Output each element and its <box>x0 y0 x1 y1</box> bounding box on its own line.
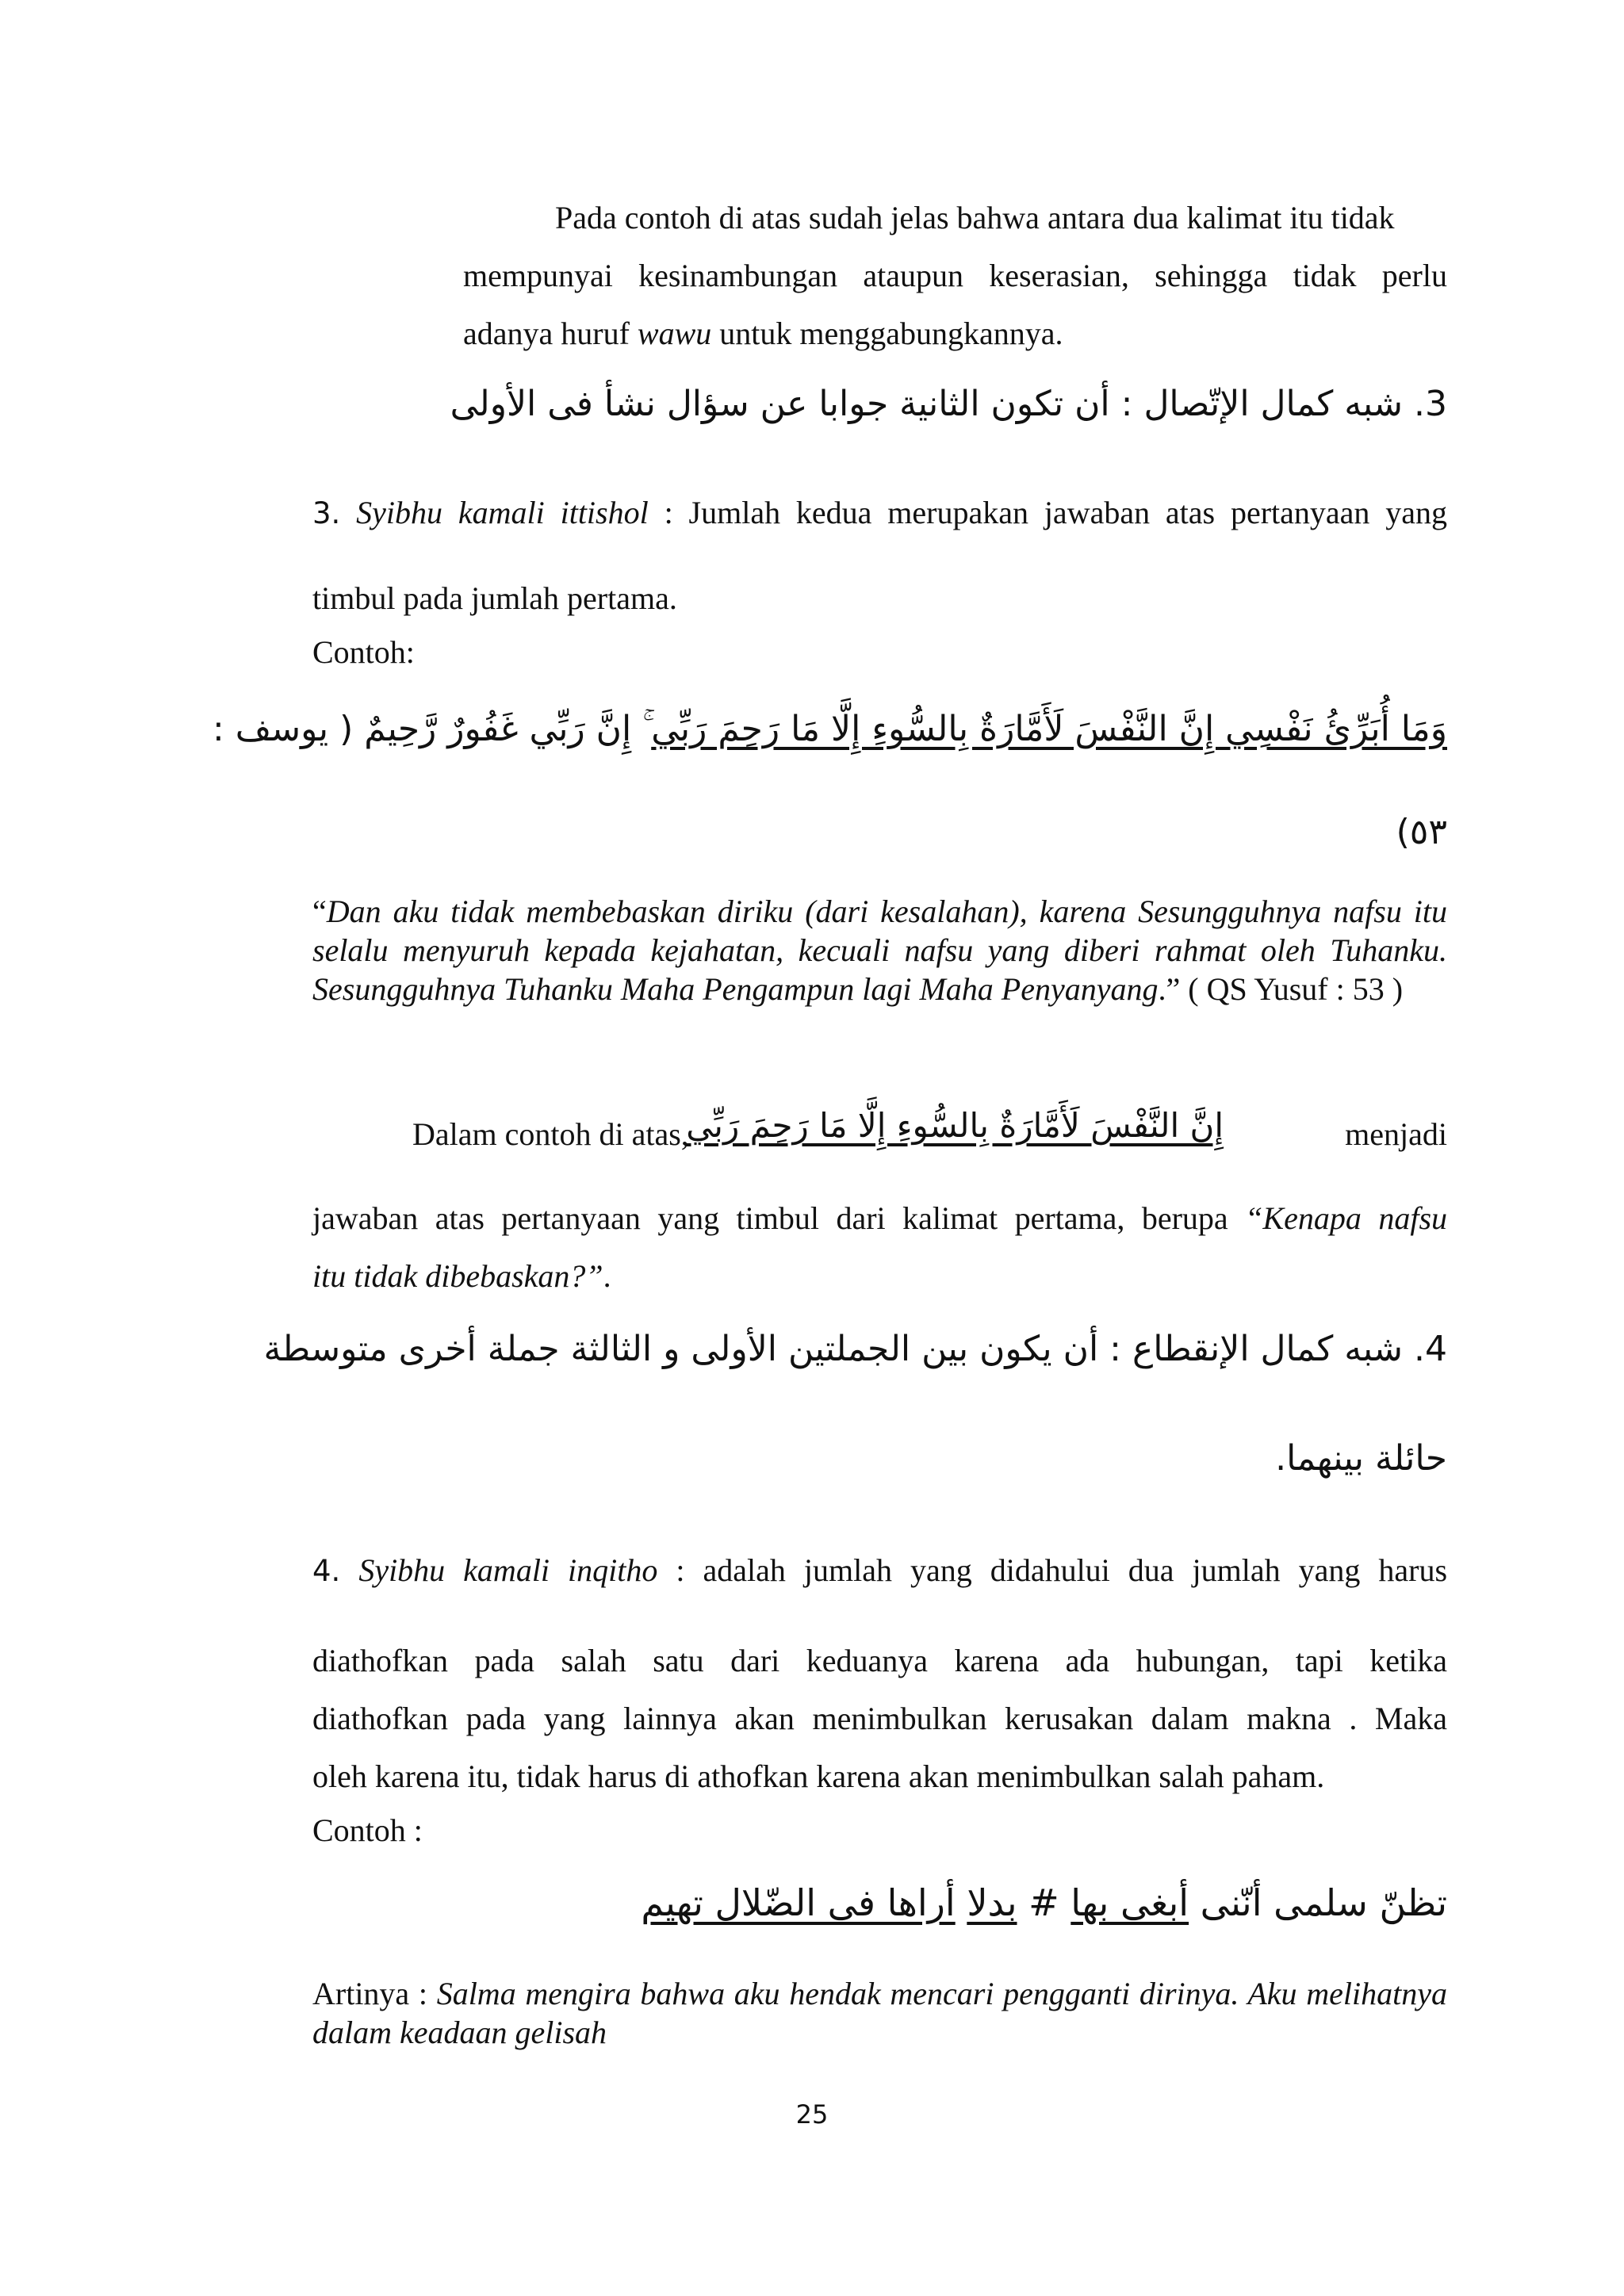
item-number: 4. <box>312 1554 341 1588</box>
definition-line <box>312 1541 1447 1600</box>
paragraph-line: mempunyai kesinambungan ataupun keserasian, sehingga tidak perlu <box>463 258 1447 293</box>
paragraph-line <box>463 304 1447 362</box>
paragraph-line <box>312 1189 1447 1247</box>
quote-mark: “ <box>312 894 327 929</box>
poem-part-underlined: أبغى بها <box>1071 1881 1189 1924</box>
italic-question: “Kenapa nafsu <box>1245 1200 1448 1236</box>
paragraph-line: Pada contoh di atas sudah jelas bahwa antara dua kalimat itu tidak <box>555 200 1395 235</box>
artinya-text: Salma mengira bahwa aku hendak mencari pengganti dirinya. Aku melihatnya dalam keadaan gelisah <box>312 1976 1447 2050</box>
quran-verse <box>212 698 1447 761</box>
poem-part: # <box>1017 1881 1071 1924</box>
definition-line: oleh karena itu, tidak harus di athofkan karena akan menimbulkan salah paham. <box>312 1758 1325 1794</box>
paragraph-line <box>312 1247 1447 1305</box>
artinya <box>312 1974 1447 2052</box>
definition-line: timbul pada jumlah pertama. <box>312 580 677 616</box>
artinya-label: Artinya : <box>312 1976 437 2011</box>
translation-text: Dan aku tidak membebaskan diriku (dari kesalahan), karena Sesungguhnya nafsu itu selalu menyuruh kepada kejahatan, kecuali nafsu yang diberi rahmat oleh Tuhanku. Sesungguhnya Tuhanku Maha Pengampun lagi Maha Penyanyang <box>312 894 1447 1007</box>
poem-part <box>956 1881 967 1924</box>
definition-line: diathofkan pada salah satu dari keduanya karena ada hubungan, tapi ketika <box>312 1643 1447 1678</box>
inline-arabic-underlined: إِنَّ النَّفْسَ لَأَمَّارَةٌ بِالسُّوءِ إِلَّا مَا رَحِمَ رَبِّي <box>686 1106 1224 1145</box>
contoh-label: Contoh : <box>312 1812 423 1848</box>
poem-part-underlined: بدلا <box>967 1881 1017 1924</box>
verse-underlined: وَمَا أُبَرِّئُ نَفْسِي إِنَّ النَّفْسَ لَأَمَّارَةٌ بِالسُّوءِ إِلَّا مَا رَحِمَ رَبِّي <box>651 709 1447 749</box>
term: Syibhu kamali inqitho <box>358 1552 658 1588</box>
text-span: jawaban atas pertanyaan yang timbul dari kalimat pertama, berupa <box>312 1200 1246 1236</box>
inline-arabic <box>589 1094 1224 1158</box>
arabic-heading: 3. شبه كمال الإتّصال : أن تكون الثانية جوابا عن سؤال نشأ فى الأولى <box>450 384 1447 424</box>
verse-rest: ۚ إِنَّ رَبِّي غَفُورٌ رَّحِيمٌ ( يوسف : <box>212 709 652 749</box>
text-span: adanya huruf <box>463 316 638 351</box>
poem-part: تظنّ سلمى أنّنى <box>1189 1881 1447 1924</box>
text-span: Dalam contoh di atas, <box>412 1116 689 1152</box>
definition-line: diathofkan pada yang lainnya akan menimbulkan kerusakan dalam makna . Maka <box>312 1701 1447 1736</box>
translation <box>312 892 1447 1008</box>
page-number: 25 <box>795 2099 829 2130</box>
italic-term: wawu <box>637 316 712 351</box>
arabic-heading: حائلة بينهما. <box>1275 1438 1447 1479</box>
text-span: untuk menggabungkannya. <box>711 316 1063 351</box>
paragraph-word: menjadi <box>1345 1116 1447 1152</box>
definition-line <box>312 484 1447 542</box>
quran-verse-ref: ٥٣) <box>1396 812 1447 852</box>
text-span: : adalah jumlah yang didahului dua jumlah yang harus <box>657 1552 1448 1588</box>
item-number: 3. <box>312 496 341 530</box>
contoh-label: Contoh: <box>312 634 415 670</box>
text-span: . <box>603 1258 611 1294</box>
arabic-poem <box>575 1869 1447 1936</box>
arabic-heading: 4. شبه كمال الإنقطاع : أن يكون بين الجملتين الأولى و الثالثة جملة أخرى متوسطة <box>263 1329 1447 1369</box>
term: Syibhu kamali ittishol <box>356 495 649 530</box>
text-span: : Jumlah kedua merupakan jawaban atas pertanyaan yang <box>648 495 1448 530</box>
poem-part-underlined: أراها فى الضّلال تهيم <box>641 1881 956 1924</box>
italic-question: itu tidak dibebaskan?” <box>312 1258 603 1294</box>
translation-ref: .” ( QS Yusuf : 53 ) <box>1158 971 1404 1007</box>
